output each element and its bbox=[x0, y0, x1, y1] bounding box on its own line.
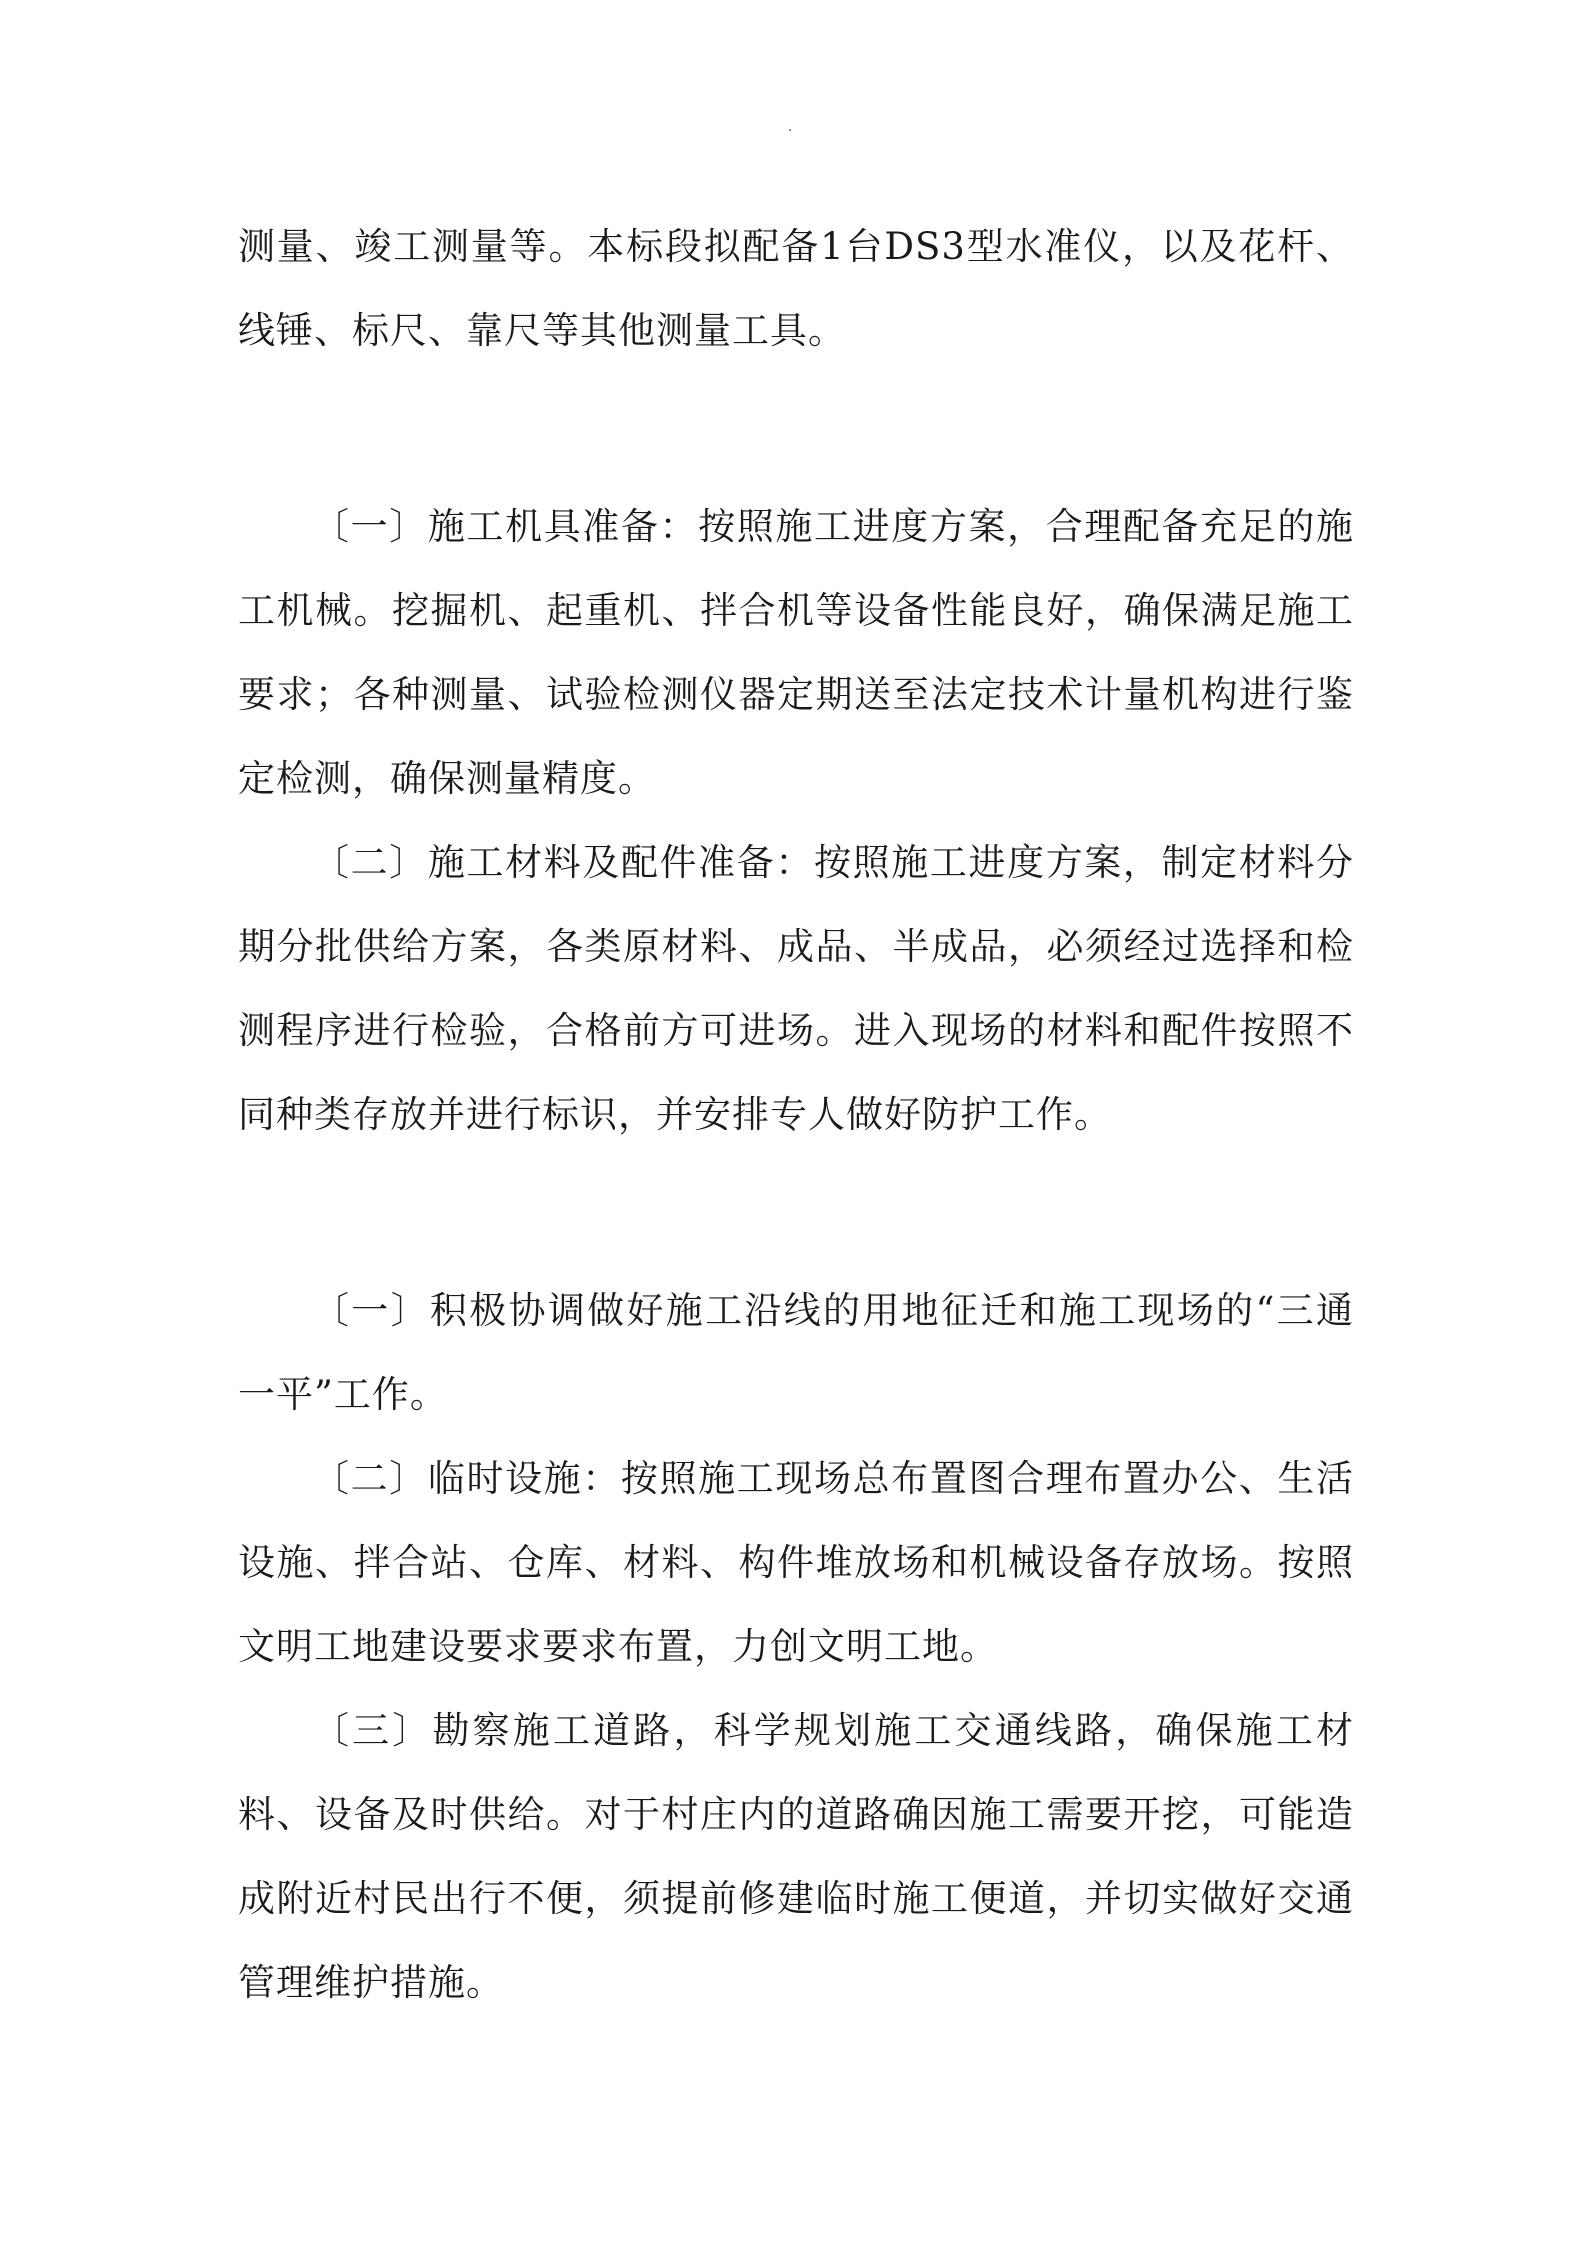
document-body bbox=[238, 205, 1354, 2025]
paragraph-survey-tools: 测量、竣工测量等。本标段拟配备1台DS3型水准仪，以及花杆、线锤、标尺、靠尺等其他测量工具。 bbox=[238, 225, 1354, 352]
page-header-mark: . bbox=[788, 119, 793, 135]
paragraph-temporary-facilities: 〔二〕临时设施：按照施工现场总布置图合理布置办公、生活设施、拌合站、仓库、材料、构件堆放场和机械设备存放场。按照文明工地建设要求要求布置，力创文明工地。 bbox=[238, 1457, 1354, 1668]
paragraph-construction-roads: 〔三〕勘察施工道路，科学规划施工交通线路，确保施工材料、设备及时供给。对于村庄内的道路确因施工需要开挖，可能造成附近村民出行不便，须提前修建临时施工便道，并切实做好交通管理维护措施。 bbox=[238, 1709, 1354, 2004]
paragraph-materials-preparation: 〔二〕施工材料及配件准备：按照施工进度方案，制定材料分期分批供给方案，各类原材料、成品、半成品，必须经过选择和检测程序进行检验，合格前方可进场。进入现场的材料和配件按照不同种类存放并进行标识，并安排专人做好防护工作。 bbox=[238, 841, 1354, 1136]
paragraph-machinery-preparation: 〔一〕施工机具准备：按照施工进度方案，合理配备充足的施工机械。挖掘机、起重机、拌合机等设备性能良好，确保满足施工要求；各种测量、试验检测仪器定期送至法定技术计量机构进行鉴定检测，确保测量精度。 bbox=[238, 505, 1354, 800]
paragraph-land-coordination: 〔一〕积极协调做好施工沿线的用地征迁和施工现场的“三通一平”工作。 bbox=[238, 1289, 1354, 1416]
